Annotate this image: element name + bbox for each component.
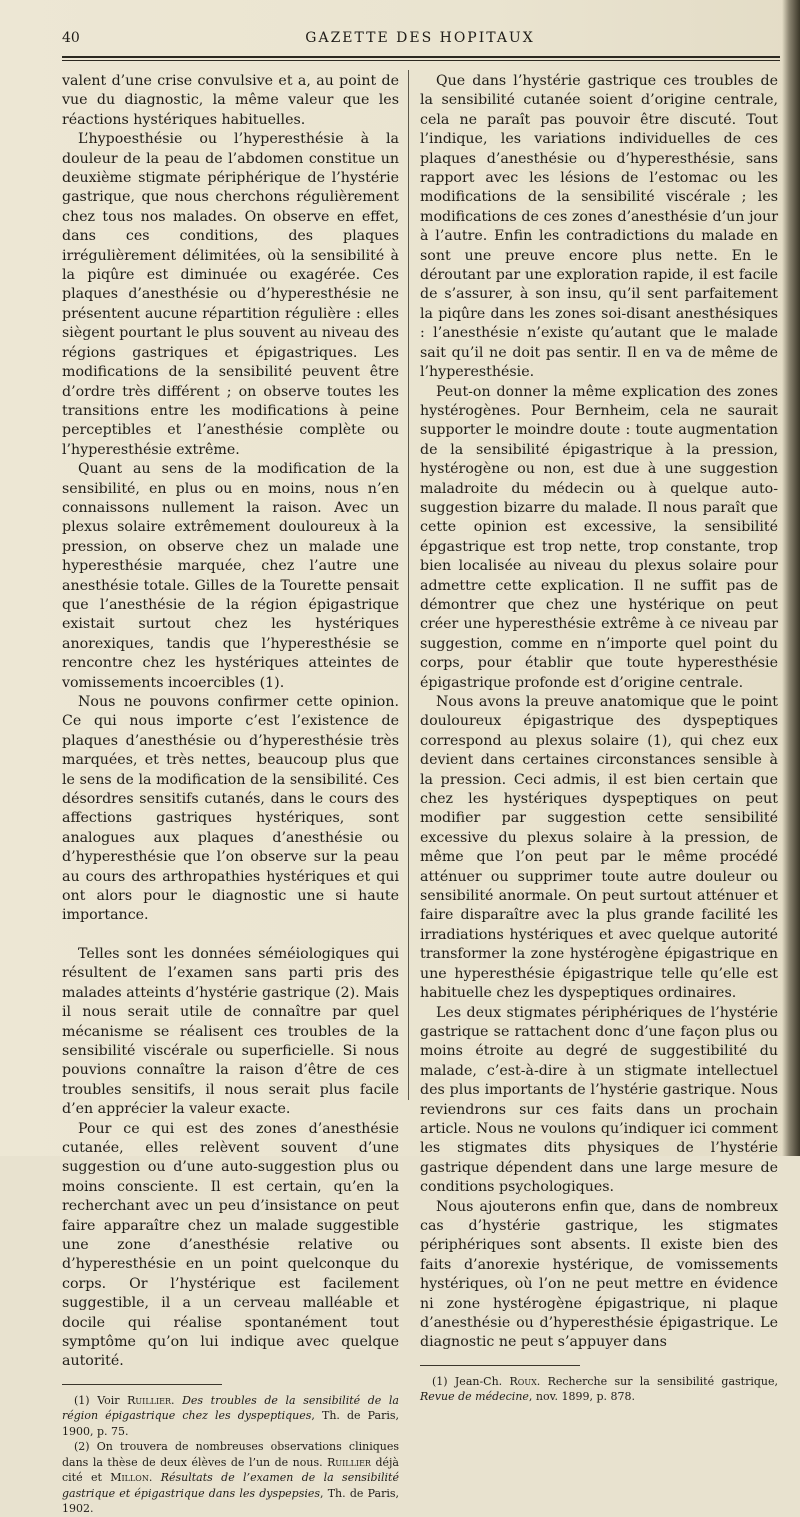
footnote-text: (2) On trouvera de nombreuses observations cliniques dans la thèse de deux élèves de l’un de nous. [62,1440,399,1469]
paragraph: Nous ajouterons enfin que, dans de nombreux cas d’hystérie gastrique, les stigmates périphériques sont absents. Il existe bien des faits d’anorexie hystérique, de vomissements hystériques, où l’on ne peut mettre en évidence ni zone hystérogène épigastrique, ni plaque d’anesthésie ou d’hyperesthésie épigastrique. Le diagnostic ne peut s’appuyer dans [420,1198,778,1351]
paragraph: Quant au sens de la modification de la sensibilité, en plus ou en moins, nous n’en connaissons nullement la raison. Avec un plexus solaire extrêmement douloureux à la pression, on observe chez un malade une hyperesthésie marquée, chez l’autre une anesthésie totale. Gilles de la Tourette pensait que l’anesthésie de la région épigastrique existait surtout chez les hystériques anorexiques, tandis que l’hyperesthésie se rencontre chez les hystériques atteintes de vomissements incoercibles (1). [62,461,399,691]
paragraph: Que dans l’hystérie gastrique ces troubles de la sensibilité cutanée soient d’origine centrale, cela ne paraît pas pouvoir être discuté. Tout l’indique, les variations individuelles de ces plaques d’anesthésie ou d’hyperesthésie, sans rapport avec les lésions de l’estomac ou les modifications de la sensibilité viscérale ; les modifications de ces zones d’anesthésie d’un jour à l’autre. Enfin les contradictions du malade en sont une preuve encore plus nette. En le déroutant par une exploration rapide, il est facile de s’assurer, à son insu, qu’il sent parfaitement la piqûre dans les zones soi-disant anesthésiques : l’anesthésie n’existe qu’autant que le malade sait qu’il ne doit pas sentir. Il en va de même de l’hyperesthésie. [420,73,778,381]
section-gap [62,926,399,945]
footnote-title: Revue de médecine [420,1390,529,1404]
paragraph: L’hypoesthésie ou l’hyperesthésie à la douleur de la peau de l’abdomen constitue un deuxième stigmate périphérique de l’hystérie gastrique, que nous cherchons régulièrement chez tous nos malades. On observe en effet, dans ces conditions, des plaques irrégulièrement délimitées, où la sensibilité à la piqûre est diminuée ou exagérée. Ces plaques d’anesthésie ou d’hyperesthésie ne présentent aucune répartition régulière : elles siègent pourtant le plus souvent au niveau des régions gastriques et épigastriques. Les modifications de la sensibilité peuvent être d’ordre très différent ; on observe toutes les transitions entre les modifications à peine perceptibles et l’anesthésie complète ou l’hyperesthésie extrême. [62,131,399,458]
paragraph: Les deux stigmates périphériques de l’hystérie gastrique se rattachent donc d’une façon plus ou moins étroite au degré de suggestibilité du malade, c’est-à-dire à un stigmate intellectuel des plus importants de l’hystérie gastrique. Nous reviendrons sur ces faits dans un prochain article. Nous ne voulons qu’indiquer ici comment les stigmates dits physiques de l’hystérie gastrique dépendent dans une large mesure de conditions psychologiques. [420,1004,778,1196]
column-divider [408,70,409,1100]
footnote-2: (2) On trouvera de nombreuses observations cliniques dans la thèse de deux élèves de l’un de nous. Ruillier déjà cité et Millon. Résultats de l’examen de la sensibilité gastrique et épigastrique dans les dyspepsies, Th. de Paris, 1902. [62,1440,399,1516]
footnote-title: Résultats de l’examen de la sensibilité gastrique et épigastrique dans les dyspepsies [62,1471,399,1500]
footnote-text: (1) Voir [74,1393,128,1407]
paragraph: valent d’une crise convulsive et a, au point de vue du diagnostic, la même valeur que les réactions hystériques habituelles. [62,73,399,128]
page-edge-shadow [782,0,800,1156]
footnote-author: Millon [110,1471,149,1485]
footnote-author: Ruillier [327,1455,371,1469]
left-column [62,72,399,1517]
footnote-rule [420,1365,580,1366]
right-column [420,72,778,1405]
footnote-text: . Recherche sur la sensibilité gastrique, [536,1374,778,1388]
journal-title: GAZETTE DES HOPITAUX [305,30,535,46]
paragraph: Pour ce qui est des zones d’anesthésie cutanée, elles relèvent souvent d’une suggestion ou d’une auto-suggestion plus ou moins consciente. Il est certain, qu’en la recherchant avec un peu d’insistance on peut faire apparaître chez un malade suggestible une zone d’anesthésie relative ou d’hyperesthésie en un point quelconque du corps. Or l’hystérique est facilement suggestible, il a un cerveau malléable et docile qui réalise spontanément tout symptôme qu’on lui indique avec quelque autorité. [62,1120,399,1370]
footnote-text: déjà cité et [62,1455,399,1485]
paragraph: Peut-on donner la même explication des zones hystérogènes. Pour Bernheim, cela ne saurait supporter le moindre doute : toute augmentation de la sensibilité épigastrique à la pression, hystérogène ou non, est due à une suggestion maladroite du médecin ou à quelque auto-suggestion bizarre du malade. Il nous paraît que cette opinion est excessive, la sensibilité épgastrique est trop nette, trop constante, trop bien localisée au niveau du plexus solaire pour admettre cette explication. Il ne suffit pas de démontrer que chez une hystérique on peut créer une hyperesthésie extrême à ce niveau par suggestion, comme en n’importe quel point du corps, pour établir que toute hyperesthésie épigastrique profonde est d’origine centrale. [420,383,778,691]
paragraph: Nous avons la preuve anatomique que le point douloureux épigastrique des dyspeptiques correspond au plexus solaire (1), qui chez eux devient dans certaines circonstances sensible à la pression. Ceci admis, il est bien certain que chez les hystériques dyspeptiques on peut modifier par suggestion cette sensibilité excessive du plexus solaire à la pression, de même que l’on peut par le même procédé atténuer ou supprimer toute autre douleur ou sensibilité anormale. On peut surtout atténuer et faire disparaître avec la plus grande facilité les irradiations hystériques et avec quelque autorité transformer la zone hystérogène épigastrique en une hyperesthésie épigastrique telle qu’elle est habituelle chez les dyspeptiques ordinaires. [420,694,778,1002]
footnote-1: (1) Voir Ruillier. Des troubles de la sensibilité de la région épigastrique chez les dyspeptiques, Th. de Paris, 1900, p. 75. [62,1393,399,1438]
footnote-1 [420,1374,778,1405]
header-rule-thin [62,60,780,61]
paragraph: Telles sont les données séméiologiques qui résultent de l’examen sans parti pris des malades atteints d’hystérie gastrique (2). Mais il nous serait utile de connaître par quel mécanisme se réalisent ces troubles de la sensibilité viscérale ou superficielle. Si nous pouvions connaître la raison d’être de ces troubles sensitifs, il nous serait plus facile d’en apprécier la valeur exacte. [62,945,399,1118]
page-number: 40 [62,30,80,46]
footnote-author: Roux [509,1374,537,1388]
footnote-text: (1) Jean-Ch. [432,1374,510,1388]
paragraph: Nous ne pouvons confirmer cette opinion. Ce qui nous importe c’est l’existence de plaques d’anesthésie ou d’hyperesthésie très marquées, et très nettes, beaucoup plus que le sens de la modification de la sensibilité. Ces désordres sensitifs cutanés, dans le cours des affections gastriques hystériques, sont analogues aux plaques d’anesthésie ou d’hyperesthésie que l’on observe sur la peau au cours des arthropathies hystériques et qui ont alors pour le diagnostic une si haute importance. [62,694,399,924]
footnote-text: , nov. 1899, p. 878. [528,1390,636,1404]
page-header [62,30,778,52]
footnote-title: Des troubles de la sensibilité de la région épigastrique chez les dyspeptiques [62,1393,399,1423]
header-rule [62,56,780,58]
footnote-author: Ruillier [127,1393,171,1407]
footnote-text: , Th. de Paris, 1902. [62,1486,399,1516]
footnote-text: , Th. de Paris, 1900, p. 75. [62,1409,399,1438]
footnote-rule [62,1384,222,1385]
